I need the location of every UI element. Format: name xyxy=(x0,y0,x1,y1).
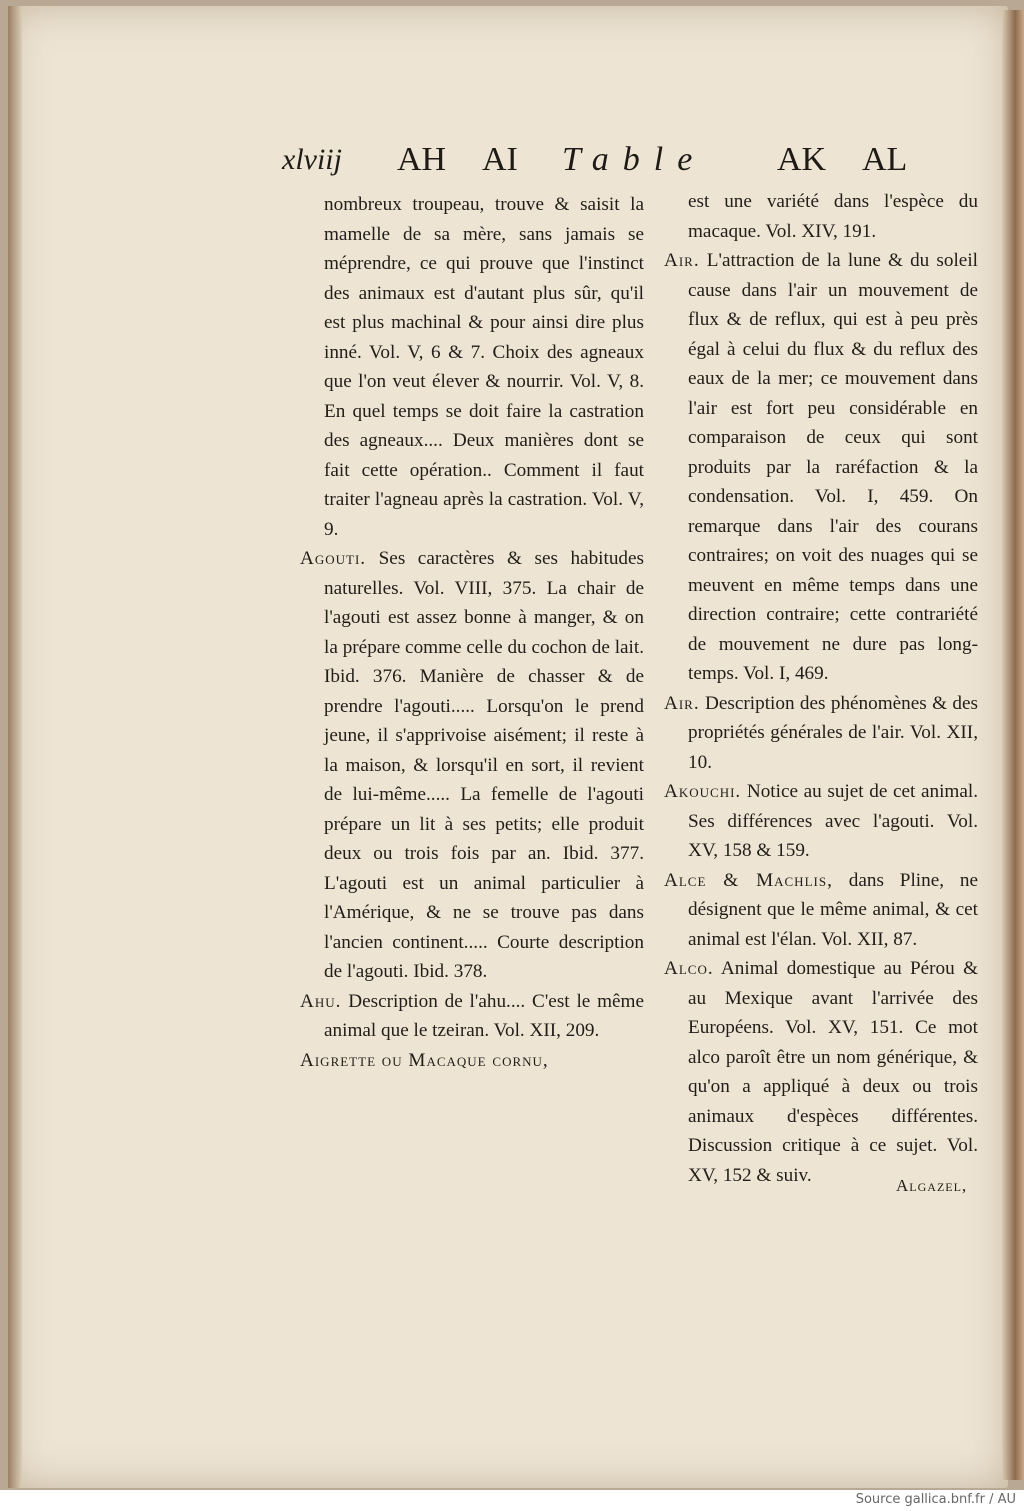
entry-head: Aigrette ou Macaque cornu, xyxy=(300,1049,549,1071)
index-entry xyxy=(300,1046,644,1076)
header-title: Table xyxy=(562,141,707,178)
header-letters-right-1: AK xyxy=(777,141,827,178)
entry-head: Air. xyxy=(664,250,700,271)
running-header xyxy=(282,140,908,184)
header-letters-left-2: AI xyxy=(482,141,518,178)
index-entry xyxy=(664,246,978,689)
page-number: xlviij xyxy=(282,143,342,176)
left-column xyxy=(300,190,644,1075)
page-spine-edge xyxy=(8,6,22,1488)
footer-bar xyxy=(0,1490,1024,1511)
entry-head: Akouchi. xyxy=(664,781,742,802)
entry-head: Air. xyxy=(664,692,700,714)
continuation-text: nombreux troupeau, trouve & saisit la mamelle de sa mère, sans jamais se méprendre, ce qui prouve que l'instinct des animaux est d'autant plus sûr, qu'il est plus machinal & pour ainsi dire plus inné. Vol. V, 6 & 7. Choix des agneaux que l'on veut élever & nourrir. Vol. V, 8. En quel temps se doit faire la castration des agneaux.... Deux manières dont se fait cette opération.. Comment il faut traiter l'agneau après la castration. Vol. V, 9. xyxy=(324,194,644,540)
entry-text: Ses caractères & ses habitudes naturelles. Vol. VIII, 375. La chair de l'agouti est assez bonne à manger, & on la prépare comme celle du cochon de lait. Ibid. 376. Manière de chasser & de prendre l'agouti..... Lorsqu'on le prend jeune, il s'apprivoise aisément; il reste à la maison, & lorsqu'il en sort, il revient de lui-même..... La femelle de l'agouti prépare un lit à ses petits; elle produit deux ou trois fois par an. Ibid. 377. L'agouti est un animal particulier à l'Amérique, & ne se trouve pas dans l'ancien continent..... Courte description de l'agouti. Ibid. 378. xyxy=(324,548,644,982)
entry-head: Alce & Machlis, xyxy=(664,869,833,891)
catchword: Algazel, xyxy=(896,1176,968,1195)
index-entry xyxy=(664,689,978,778)
entry-text: L'attraction de la lune & du soleil cause dans l'air un mouvement de flux & de reflux, qui est à peu près égal à celui du flux & du reflux des eaux de la mer; ce mouvement dans l'air est fort peu considérable en comparaison de ceux qui sont produits par la raréfaction & la condensation. Vol. I, 459. On remarque dans l'air des courans contraires; on voit des nuages qui se meuvent en même temps dans une direction contraire; cette contrariété de mouvement ne dure pas long-temps. Vol. I, 469. xyxy=(688,250,978,684)
index-entry xyxy=(664,954,978,1190)
page-fore-edge xyxy=(1002,10,1024,1480)
entry-head: Agouti. xyxy=(300,548,367,569)
index-entry xyxy=(300,544,644,987)
entry-text: Animal domestique au Pérou & au Mexique avant l'arrivée des Européens. Vol. XV, 151. Ce mot alco paroît être un nom générique, & qu'on a appliqué à deux ou trois animaux d'espèces différentes. Discussion critique à ce sujet. Vol. XV, 152 & suiv. xyxy=(688,958,978,1186)
entry-text: Description des phénomènes & des propriétés générales de l'air. Vol. XII, 10. xyxy=(688,692,978,773)
entry-text: Description de l'ahu.... C'est le même animal que le tzeiran. Vol. XII, 209. xyxy=(324,990,644,1041)
continuation-text: est une variété dans l'espèce du macaque. Vol. XIV, 191. xyxy=(688,191,978,242)
entry-head: Ahu. xyxy=(300,990,342,1012)
right-column xyxy=(664,187,978,1190)
entry-head: Alco. xyxy=(664,958,714,979)
index-entry xyxy=(664,866,978,955)
source-credit: Source gallica.bnf.fr / AU xyxy=(855,1492,1016,1507)
header-letters-right-2: AL xyxy=(862,141,908,178)
header-letters-left-1: AH xyxy=(397,141,447,178)
index-entry xyxy=(664,777,978,866)
entry-text: Notice au sujet de cet animal. Ses différences avec l'agouti. Vol. XV, 158 & 159. xyxy=(688,781,978,861)
entry-text: dans Pline, ne désignent que le même animal, & cet animal est l'élan. Vol. XII, 87. xyxy=(688,869,978,950)
index-entry xyxy=(300,987,644,1046)
